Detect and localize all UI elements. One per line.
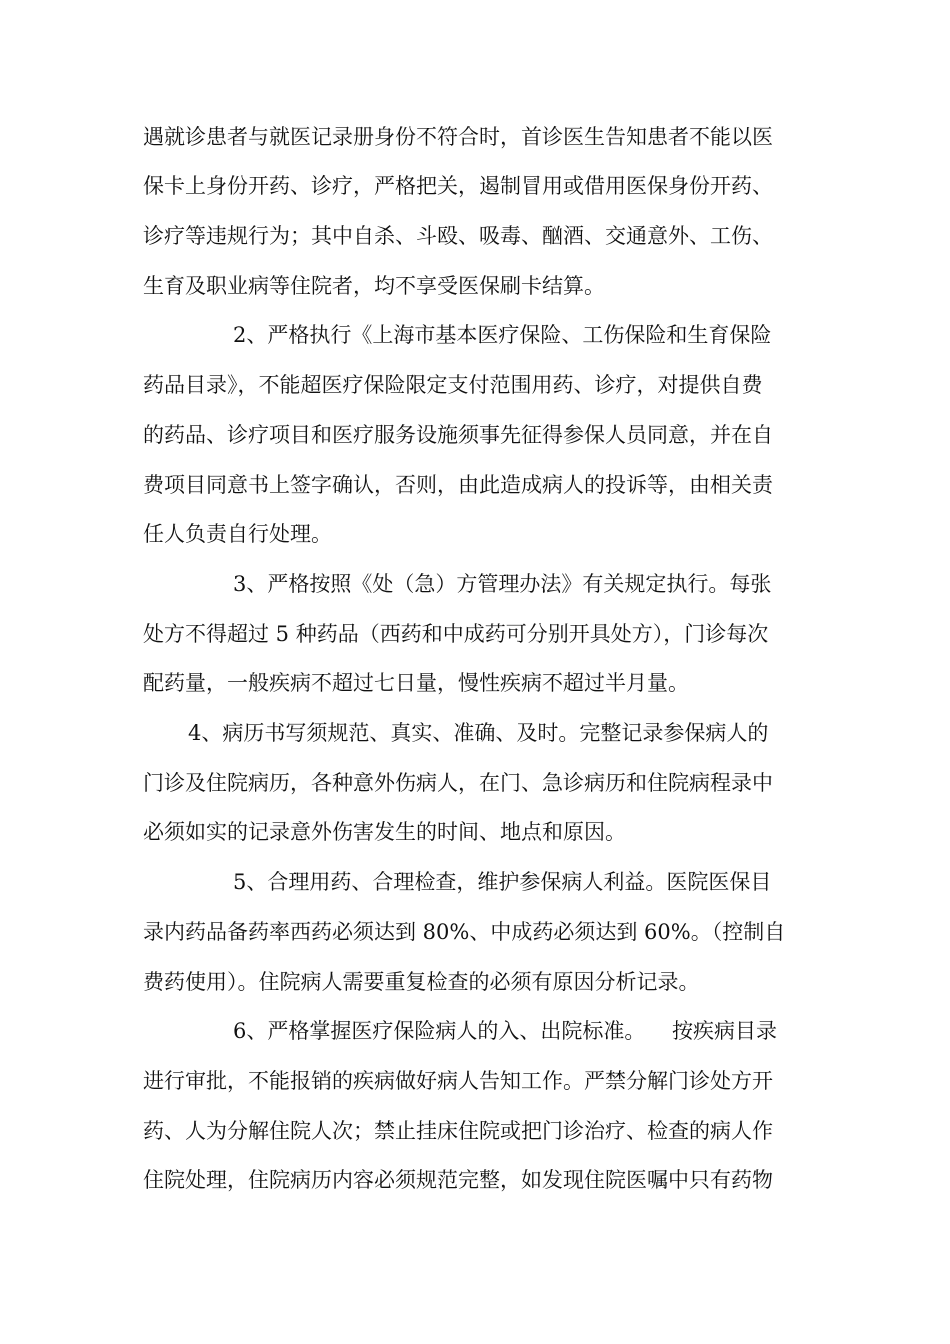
text-line: 2、严格执行《上海市基本医疗保险、工伤保险和生育保险 [233,323,772,347]
text-line: 处方不得超过 5 种药品（西药和中成药可分别开具处方），门诊每次 [143,622,769,646]
text-line: 药、人为分解住院人次；禁止挂床住院或把门诊治疗、检查的病人作 [143,1119,773,1143]
text-line: 进行审批，不能报销的疾病做好病人告知工作。严禁分解门诊处方开 [143,1069,773,1093]
text-line: 录内药品备药率西药必须达到 80%、中成药必须达到 60%。（控制自 [143,920,786,944]
text-line: 生育及职业病等住院者，均不享受医保刷卡结算。 [143,274,605,298]
text-line: 保卡上身份开药、诊疗，严格把关，遏制冒用或借用医保身份开药、 [143,174,773,198]
text-line: 门诊及住院病历，各种意外伤病人，在门、急诊病历和住院病程录中 [143,771,773,795]
text-line: 的药品、诊疗项目和医疗服务设施须事先征得参保人员同意，并在自 [143,423,773,447]
text-line: 3、严格按照《处（急）方管理办法》有关规定执行。每张 [233,572,772,596]
text-line: 必须如实的记录意外伤害发生的时间、地点和原因。 [143,820,626,844]
text-line: 药品目录》，不能超医疗保险限定支付范围用药、诊疗，对提供自费 [143,373,763,397]
text-line: 6、严格掌握医疗保险病人的入、出院标准。 按疾病目录 [233,1019,778,1043]
text-line: 住院处理，住院病历内容必须规范完整，如发现住院医嘱中只有药物 [143,1168,773,1192]
text-line: 配药量，一般疾病不超过七日量，慢性疾病不超过半月量。 [143,671,689,695]
text-line: 费药使用）。住院病人需要重复检查的必须有原因分析记录。 [143,970,700,994]
text-line: 任人负责自行处理。 [143,522,332,546]
text-line: 遇就诊患者与就医记录册身份不符合时，首诊医生告知患者不能以医 [143,125,773,149]
text-line: 5、合理用药、合理检查，维护参保病人利益。医院医保目 [233,870,772,894]
text-line: 诊疗等违规行为；其中自杀、斗殴、吸毒、酗酒、交通意外、工伤、 [143,224,773,248]
text-line: 费项目同意书上签字确认，否则，由此造成病人的投诉等，由相关责 [143,473,773,497]
text-line: 4、病历书写须规范、真实、准确、及时。完整记录参保病人的 [188,721,769,745]
